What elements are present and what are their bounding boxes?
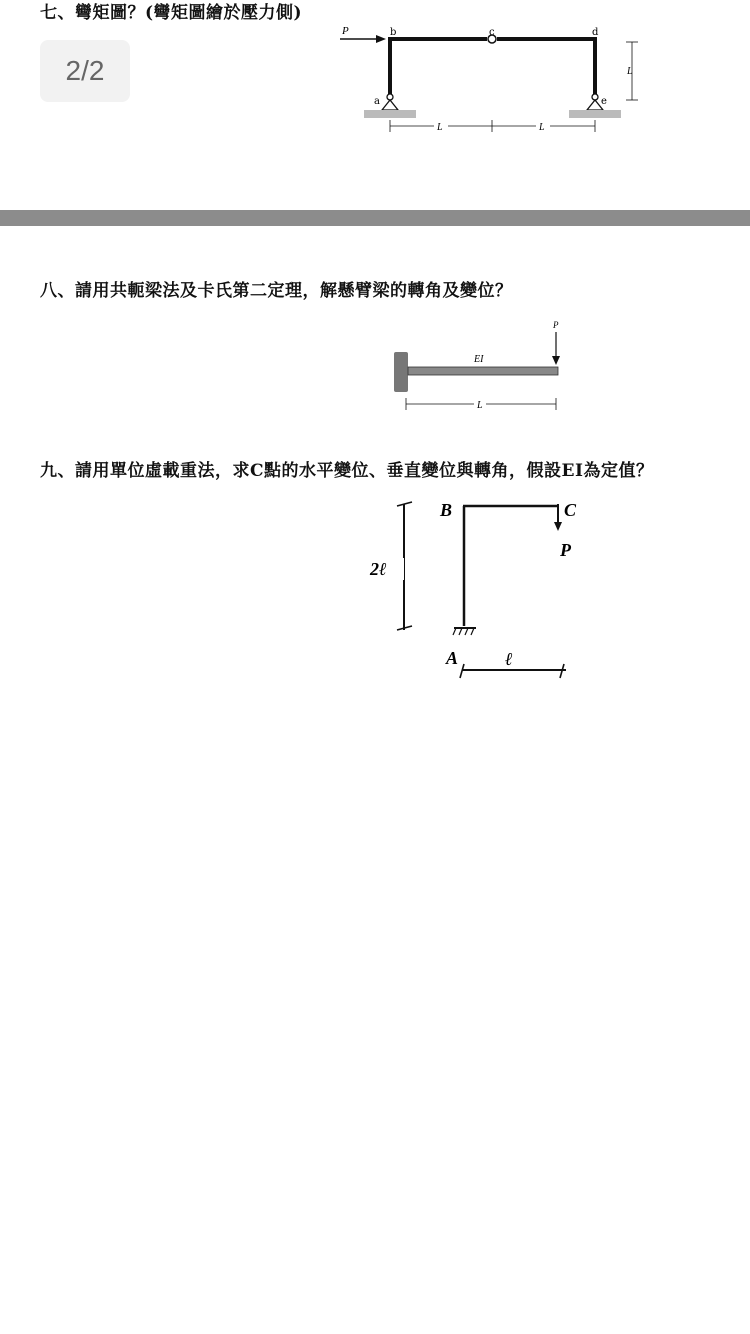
question-9-text: 九、請用單位虛載重法，求C點的水平變位、垂直變位與轉角，假設EI為定值？	[40, 461, 654, 481]
cantilever-load-label: P	[553, 320, 559, 330]
frame-support-e	[569, 94, 621, 118]
l-frame-fixed-support	[453, 628, 476, 635]
frame-support-a	[364, 94, 416, 118]
cantilever-diagram	[390, 318, 570, 418]
page-separator	[0, 210, 750, 226]
l-frame-width-label: ℓ	[505, 649, 513, 669]
frame-node-a: a	[374, 96, 380, 107]
l-frame-height-label: 2ℓ	[370, 559, 387, 579]
frame-dim-height-label: L	[627, 66, 633, 77]
cantilever-wall	[394, 352, 408, 392]
l-frame-label-a: A	[446, 648, 459, 668]
frame-node-c: c	[489, 27, 495, 38]
question-7-text: 七、彎矩圖？(彎矩圖繪於壓力側)	[40, 3, 303, 23]
frame-node-b: b	[390, 27, 397, 38]
frame-node-d: d	[592, 27, 599, 38]
frame-load-label: P	[342, 25, 349, 37]
frame-dim-span-1-label: L	[437, 122, 443, 133]
cantilever-length-label: L	[477, 400, 483, 411]
frame-diagram	[330, 22, 650, 142]
question-8-text: 八、請用共軛梁法及卡氏第二定理，解懸臂梁的轉角及變位？	[40, 281, 513, 301]
cantilever-stiffness-label: EI	[474, 354, 484, 365]
cantilever-beam	[408, 367, 558, 375]
frame-dim-span-2-label: L	[539, 122, 545, 133]
page-indicator-badge[interactable]: 2/2	[40, 40, 130, 102]
frame-node-e: e	[601, 96, 607, 107]
l-frame-label-b: B	[440, 500, 453, 520]
l-frame-diagram	[360, 494, 590, 684]
l-frame-label-c: C	[564, 500, 577, 520]
l-frame-label-p: P	[560, 540, 571, 560]
